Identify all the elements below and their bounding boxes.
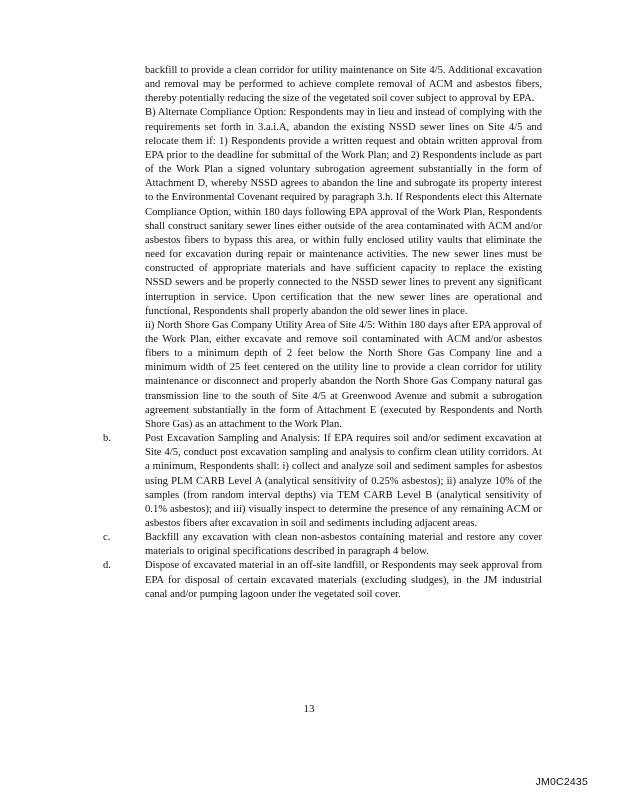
list-item-text: Backfill any excavation with clean non-asbestos containing material and restore any cover materials to original specifications described in paragraph 4 below. [145,532,542,558]
paragraph-north-shore-gas: ii) North Shore Gas Company Utility Area of Site 4/5: Within 180 days after EPA approval of the Work Plan, either excavate and remove soil contaminated with ACM and/or asbestos fibers to a minimum depth of 2 feet below the North Shore Gas Company line and a minimum width of 25 feet centered on the utility line to provide a clean corridor for utility maintenance or disconnect and properly abandon the North Shore Gas Company natural gas transmission line to the south of Site 4/5 at Greenwood Avenue and submit a subrogation agreement substantially in the form of Attachment E (executed by Respondents and North Shore Gas) as an attachment to the Work Plan. [145,319,542,430]
list-item-text: Dispose of excavated material in an off-site landfill, or Respondents may seek approval from EPA for disposal of certain excavated materials (excluding sludges), in the JM industrial canal and/or pumping lagoon under the vegetated soil cover. [145,560,542,600]
list-item-c [103,531,542,559]
list-item-d [103,559,542,601]
body-text [103,64,542,602]
list-marker: b. [103,433,111,445]
paragraph-backfill: backfill to provide a clean corridor for utility maintenance on Site 4/5. Additional excavation and removal may be performed to achieve complete removal of ACM and asbestos fibers, thereby potentially reducing the size of the vegetated soil cover subject to approval by EPA. [145,65,542,105]
list-item-text: Post Excavation Sampling and Analysis: If EPA requires soil and/or sediment excavation at Site 4/5, conduct post excavation sampling and analysis to confirm clean utility corridors. At a minimum, Respondents shall: i) collect and analyze soil and sediment samples for asbestos using PLM CARB Level A (analytical sensitivity of 0.25% asbestos); ii) analyze 10% of the samples (from random interval depths) via TEM CARB Level B (analytical sensitivity of 0.1% asbestos); and iii) visually inspect to determine the presence of any remaining ACM or asbestos fibers after excavation in soil and sediments including adjacent areas. [145,433,542,529]
list-marker: c. [103,532,111,544]
paragraph-alternate-compliance: B) Alternate Compliance Option: Respondents may in lieu and instead of complying with the requirements set forth in 3.a.i.A, abandon the existing NSSD sewer lines on Site 4/5 and relocate them if: 1) Respondents provide a written request and obtain written approval from EPA prior to the deadline for submittal of the Work Plan; and 2) Respondents include as part of the Work Plan a signed voluntary subrogation agreement substantially in the form of Attachment D, whereby NSSD agrees to abandon the line and subrogate its property interest to the Environmental Covenant required by paragraph 3.h. If Respondents elect this Alternate Compliance Option, within 180 days following EPA approval of the Work Plan, Respondents shall construct sanitary sewer lines either outside of the area contaminated with ACM and/or asbestos fibers to bypass this area, or within fully enclosed utility vaults that eliminate the need for excavation during repair or maintenance activities. The new sewer lines must be constructed of appropriate materials and have sufficient capacity to replace the existing NSSD sewers and be properly connected to the NSSD sewer lines to prevent any significant interruption in service. Upon certification that the new sewer lines are operational and functional, Respondents shall properly abandon the old sewer lines in place. [145,107,542,317]
list-marker: d. [103,560,111,572]
list-item-b [103,432,542,531]
page-number: 13 [303,703,315,715]
document-id: JM0C2435 [535,776,588,788]
